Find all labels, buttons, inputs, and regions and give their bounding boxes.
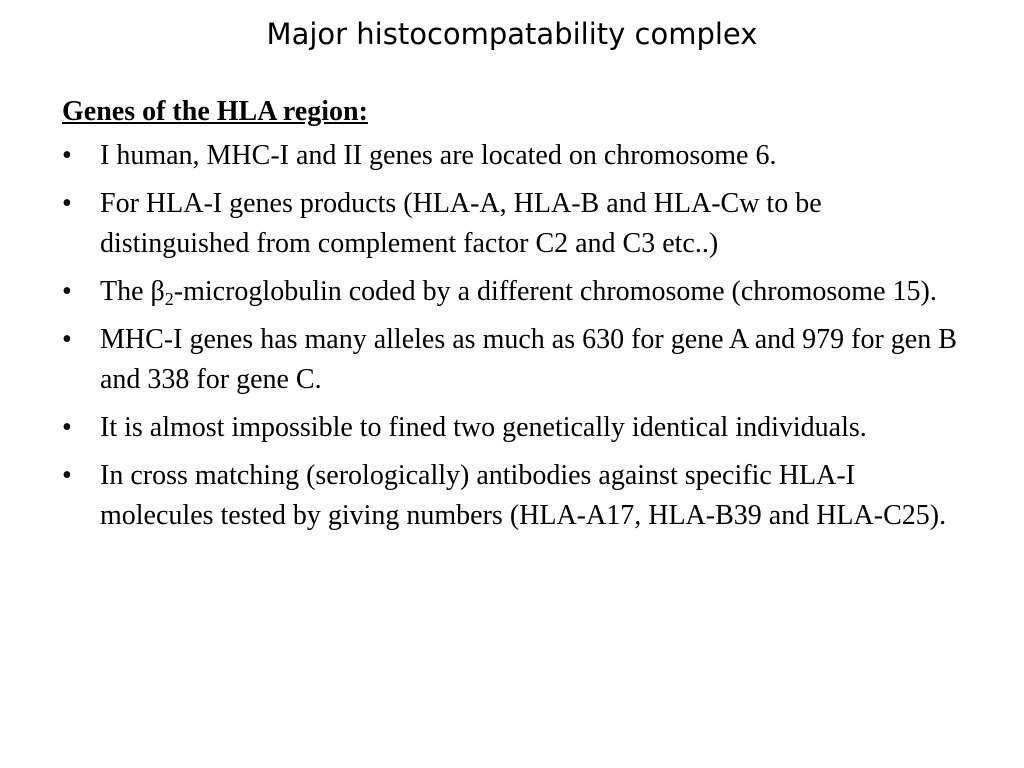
bullet-item-hla-products [62,184,962,264]
bullet-text: MHC-I genes has many alleles as much as 630 for gene A and 979 for gen B and 338 for gene C. [100,324,957,395]
slide-content [62,92,962,544]
bullet-text: I human, MHC-I and II genes are located on chromosome 6. [100,140,777,171]
bullet-item-chromosome-6 [62,136,962,176]
beta-subscript: 2 [164,289,174,309]
bullet-text-prefix: The [100,276,151,307]
bullet-text: For HLA-I genes products (HLA-A, HLA-B and HLA-Cw to be distinguished from complement factor C2 and C3 etc..) [100,188,822,259]
bullet-marker: • [62,140,72,171]
bullet-text: It is almost impossible to fined two genetically identical individuals. [100,412,867,443]
bullet-text-suffix: -microglobulin coded by a different chromosome (chromosome 15). [173,276,937,307]
bullet-item-beta2-microglobulin [62,272,962,312]
bullet-item-cross-matching [62,456,962,536]
bullet-marker: • [62,188,72,219]
bullet-item-identical-individuals [62,408,962,448]
slide-title: Major histocompatability complex [266,17,758,51]
bullet-marker: • [62,412,72,443]
bullet-marker: • [62,324,72,355]
bullet-item-mhc-alleles [62,320,962,400]
beta-symbol: β [150,276,165,307]
bullet-text: In cross matching (serologically) antibodies against specific HLA-I molecules tested by giving numbers (HLA-A17, HLA-B39 and HLA-C25). [100,460,947,531]
bullet-marker: • [62,276,72,307]
bullet-list [62,136,962,536]
section-heading: Genes of the HLA region: [62,96,368,127]
bullet-marker: • [62,460,72,491]
